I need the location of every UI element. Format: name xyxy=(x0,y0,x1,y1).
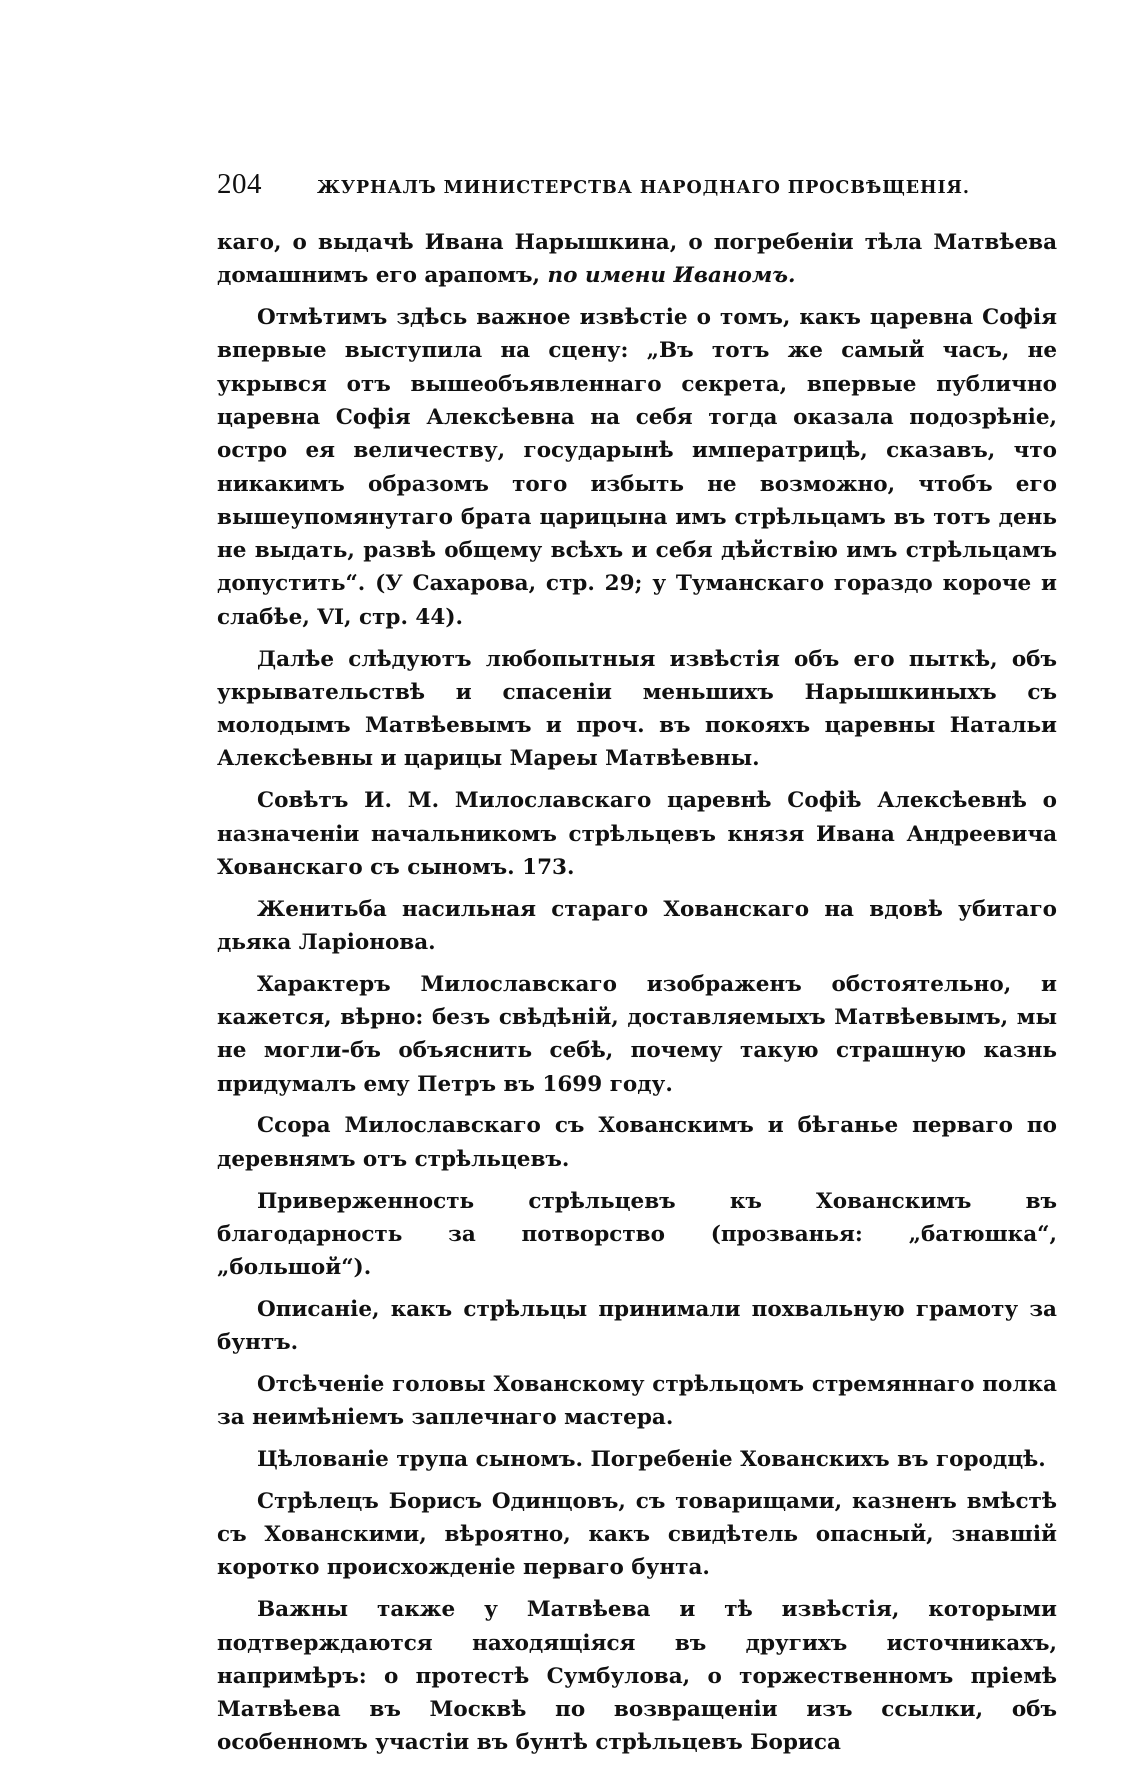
page xyxy=(217,168,1057,1768)
paragraph: Ссора Милославскаго съ Хованскимъ и бѣганье перваго по деревнямъ отъ стрѣльцевъ. xyxy=(217,1113,1057,1172)
paragraph: Приверженность стрѣльцевъ къ Хованскимъ въ благодарность за потворство (прозванья: „батюшка“, „большой“). xyxy=(217,1188,1057,1281)
paragraph: Отмѣтимъ здѣсь важное извѣстіе о томъ, какъ царевна Софія впервые выступила на сцену: „Въ тотъ же самый часъ, не укрывся отъ вышеобъявленнаго секрета, впервые публично царевна Софія Алексѣевна на себя тогда оказала подозрѣніе, остро ея величеству, государынѣ императрицѣ, сказавъ, что никакимъ образомъ того избыть не возможно, чтобъ его вышеупомянутаго брата царицына имъ стрѣльцамъ въ тотъ день не выдать, развѣ общему всѣхъ и себя дѣйствію имъ стрѣльцамъ допустить“. (У Сахарова, стр. 29; у Туманскаго гораздо короче и слабѣе, VI, стр. 44). xyxy=(217,305,1057,630)
running-head xyxy=(217,168,1057,208)
paragraph-text: каго, о выдачѣ Ивана Нарышкина, о погребеніи тѣла Матвѣева домашнимъ его арапомъ, xyxy=(217,230,1057,289)
page-number: 204 xyxy=(217,168,262,200)
paragraph: Отсѣченіе головы Хованскому стрѣльцомъ стремяннаго полка за неимѣніемъ заплечнаго мастера. xyxy=(217,1372,1057,1431)
paragraph: Далѣе слѣдуютъ любопытныя извѣстія объ его пыткѣ, объ укрывательствѣ и спасеніи меньшихъ Нарышкиныхъ съ молодымъ Матвѣевымъ и проч. въ покояхъ царевны Натальи Алексѣевны и царицы Мареы Матвѣевны. xyxy=(217,646,1057,772)
paragraph: Стрѣлецъ Борисъ Одинцовъ, съ товарищами, казненъ вмѣстѣ съ Хованскими, вѣроятно, какъ свидѣтель опасный, знавшій коротко происхожденіе перваго бунта. xyxy=(217,1488,1057,1581)
body-text xyxy=(217,226,1057,1760)
paragraph: Характеръ Милославскаго изображенъ обстоятельно, и кажется, вѣрно: безъ свѣдѣній, доставляемыхъ Матвѣевымъ, мы не могли-бъ объяснить себѣ, почему такую страшную казнь придумалъ ему Петръ въ 1699 году. xyxy=(217,971,1057,1097)
journal-title: ЖУРНАЛЪ МИНИСТЕРСТВА НАРОДНАГО ПРОСВѢЩЕНІЯ. xyxy=(317,178,970,198)
paragraph: Описаніе, какъ стрѣльцы принимали похвальную грамоту за бунтъ. xyxy=(217,1296,1057,1356)
paragraph: Важны также у Матвѣева и тѣ извѣстія, которыми подтверждаются находящіяся въ другихъ источникахъ, напримѣръ: о протестѣ Сумбулова, о торжественномъ пріемѣ Матвѣева въ Москвѣ по возвращеніи изъ ссылки, объ особенномъ участіи въ бунтѣ стрѣльцевъ Бориса xyxy=(217,1597,1057,1756)
paragraph-continuation xyxy=(217,226,1057,293)
italic-phrase: по имени Иваномъ. xyxy=(547,263,796,289)
paragraph: Цѣлованіе трупа сыномъ. Погребеніе Хованскихъ въ городцѣ. xyxy=(257,1447,1046,1473)
paragraph: Женитьба насильная стараго Хованскаго на вдовѣ убитаго дьяка Ларіонова. xyxy=(217,896,1057,955)
paragraph: Совѣтъ И. М. Милославскаго царевнѣ Софіѣ Алексѣевнѣ о назначеніи начальникомъ стрѣльцевъ князя Ивана Андреевича Хованскаго съ сыномъ. 173. xyxy=(217,788,1057,880)
